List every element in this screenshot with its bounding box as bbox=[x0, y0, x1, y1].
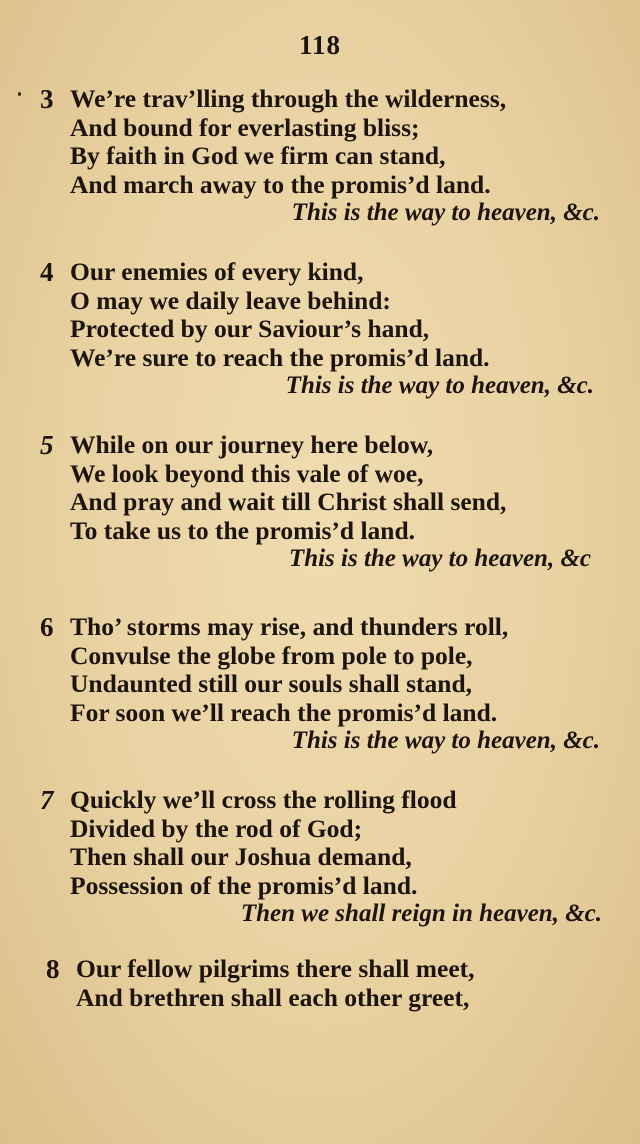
verse-line: And brethren shall each other greet, bbox=[76, 982, 470, 1012]
verse-line: And bound for everlasting bliss; bbox=[70, 112, 420, 142]
verse-line: Then shall our Joshua demand, bbox=[70, 842, 412, 871]
verse-line: O may we daily leave behind: bbox=[70, 285, 391, 315]
verse-line: Divided by the rod of God; bbox=[70, 813, 363, 843]
stanza-number: 8 bbox=[46, 954, 60, 984]
stanza-7 bbox=[40, 786, 600, 936]
stanza-number: 5 bbox=[40, 430, 54, 460]
verse-line: We’re sure to reach the promis’d land. bbox=[70, 342, 490, 372]
chorus-line: Then we shall reign in heaven, &c. bbox=[240, 900, 602, 927]
stanza-number: 3 bbox=[40, 84, 54, 114]
verse-line: Quickly we’ll cross the rolling flood bbox=[70, 785, 457, 814]
stanza-number: 4 bbox=[40, 257, 54, 287]
verse-line: Tho’ storms may rise, and thunders roll, bbox=[70, 612, 509, 641]
chorus-line: This is the way to heaven, &c bbox=[288, 545, 591, 572]
stanza-5 bbox=[40, 431, 600, 581]
stanza-8 bbox=[46, 955, 606, 1015]
page-number: 118 bbox=[298, 30, 341, 60]
chorus-line: This is the way to heaven, &c. bbox=[291, 199, 600, 226]
verse-line: And march away to the promis’d land. bbox=[70, 169, 491, 199]
verse-line: Our enemies of every kind, bbox=[70, 257, 364, 286]
stanza-number: 6 bbox=[40, 612, 54, 642]
verse-line: By faith in God we firm can stand, bbox=[70, 141, 446, 170]
ink-speck bbox=[18, 92, 21, 96]
verse-line: Our fellow pilgrims there shall meet, bbox=[76, 954, 475, 983]
verse-line: To take us to the promis’d land. bbox=[70, 515, 416, 545]
stanza-number: 7 bbox=[40, 785, 54, 815]
stanza-4 bbox=[40, 258, 600, 408]
verse-line: Undaunted still our souls shall stand, bbox=[70, 669, 473, 698]
verse-line: While on our journey here below, bbox=[70, 430, 434, 459]
stanza-6 bbox=[40, 613, 600, 763]
stanza-3 bbox=[40, 85, 600, 235]
verse-line: Convulse the globe from pole to pole, bbox=[70, 640, 473, 670]
chorus-line: This is the way to heaven, &c. bbox=[285, 372, 594, 399]
verse-line: Possession of the promis’d land. bbox=[70, 870, 418, 900]
chorus-line: This is the way to heaven, &c. bbox=[291, 727, 600, 754]
verse-line: We look beyond this vale of woe, bbox=[70, 458, 424, 488]
verse-line: We’re trav’lling through the wilderness, bbox=[70, 84, 507, 113]
verse-line: For soon we’ll reach the promis’d land. bbox=[70, 697, 498, 727]
verse-line: And pray and wait till Christ shall send, bbox=[70, 487, 507, 516]
verse-line: Protected by our Saviour’s hand, bbox=[70, 314, 430, 343]
